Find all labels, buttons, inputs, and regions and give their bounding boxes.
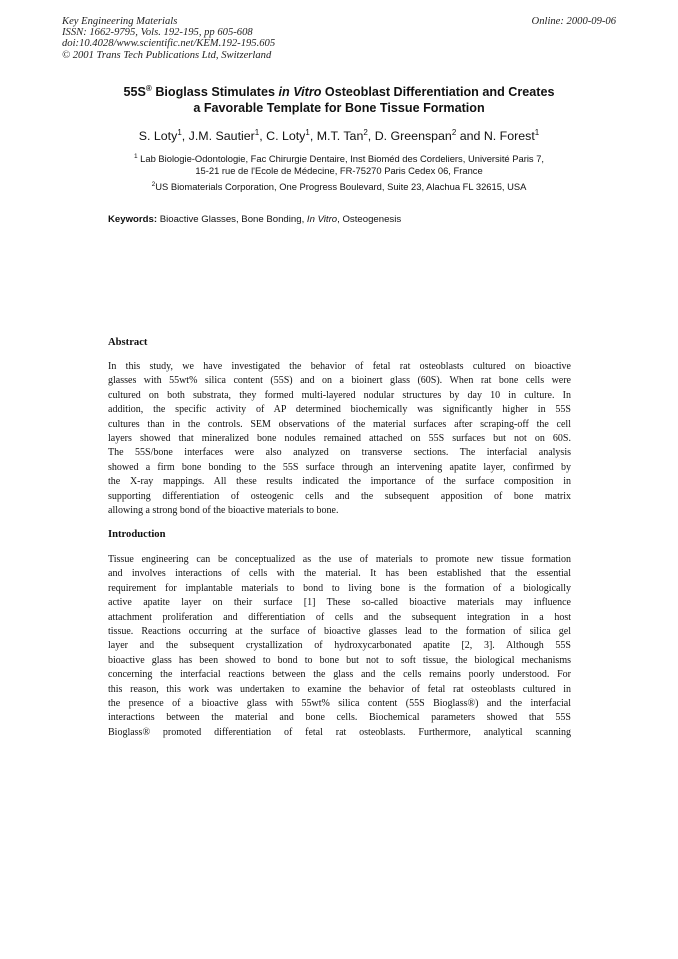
affiliation-1-line-2: 15-21 rue de l'Ecole de Médecine, FR-75270 Paris Cedex 06, France <box>195 165 483 177</box>
journal-header <box>62 16 275 61</box>
text-line: Tissue engineering can be conceptualized as the use of materials to promote new tissue formation <box>108 554 571 565</box>
text-line: the X-ray mappings. All these results indicated the importance of the surface composition in <box>108 476 571 488</box>
paper-title <box>60 84 618 116</box>
abstract-heading: Abstract <box>108 337 148 348</box>
text-line: showed a firm bone bonding to the 55S surface through an intervening apatite layer, confirmed by <box>108 461 571 473</box>
text-line: interactions between the material and bone cells. Biochemical parameters showed that 55S <box>108 712 571 724</box>
journal-header-line: Key Engineering Materials <box>62 16 178 27</box>
author: C. Loty$^1$, <box>266 127 317 143</box>
text-line: In this study, we have investigated the behavior of fetal rat osteoblasts cultured on bioactive <box>108 361 571 372</box>
text-line: Bioglass® promoted differentiation of fetal rat osteoblasts. Furthermore, analytical scanning <box>108 726 571 738</box>
introduction-text <box>108 553 571 740</box>
introduction-heading: Introduction <box>108 529 166 540</box>
author: J.M. Sautier$^1$, <box>188 127 267 143</box>
journal-header-line: ISSN: 1662-9795, Vols. 192-195, pp 605-608 <box>62 27 253 39</box>
text-line: active apatite layer on their surface [1] These so-called bioactive materials may influence <box>108 597 571 609</box>
author: D. Greenspan$^2$ and <box>374 127 484 143</box>
author: M.T. Tan$^2$, <box>316 127 375 143</box>
author: N. Forest$^1$ <box>483 127 540 143</box>
text-line: allowing a strong bond of the bioactive materials to bone. <box>108 505 339 517</box>
abstract-text <box>108 360 571 518</box>
journal-header-line: © 2001 Trans Tech Publications Ltd, Switzerland <box>62 49 272 61</box>
author-list <box>60 128 618 144</box>
online-date: Online: 2000-09-06 <box>531 16 616 27</box>
journal-header-line: doi:10.4028/www.scientific.net/KEM.192-195.605 <box>62 38 276 50</box>
affiliation-1-line-1: $^1$ Lab Biologie-Odontologie, Fac Chirurgie Dentaire, Inst Bioméd des Cordeliers, Université Paris 7, <box>133 152 545 164</box>
text-line: tissue. Reactions occurring at the surface of bioactive glasses lead to the formation of silica gel <box>108 626 571 638</box>
text-line: The 55S/bone interfaces were also analyzed on transverse sections. The interfacial analysis <box>108 447 571 459</box>
keywords: Keywords: Bioactive Glasses, Bone Bonding, In Vitro, Osteogenesis <box>108 214 402 225</box>
text-line: addition, the specific activity of AP determined biochemically was significantly higher in 55S <box>108 404 571 416</box>
text-line: this reason, this work was undertaken to examine the behavior of fetal rat osteoblasts cultured in <box>108 683 571 695</box>
title-line-1: 55S® Bioglass Stimulates in Vitro Osteoblast Differentiation and Creates <box>123 83 555 99</box>
text-line: layer and the subsequent crystallization of hydroxycarbonated apatite [2, 3]. Although 55S <box>108 640 571 652</box>
author: S. Loty$^1$, <box>138 127 189 143</box>
text-line: cultured on both substrata, they formed multi-layered nodular structures by day 10 in culture. In <box>108 389 571 401</box>
text-line: concerning the interfacial reactions between the glass and the cells remains poorly understood. For <box>108 669 571 681</box>
keywords-label: Keywords: <box>108 214 158 225</box>
text-line: layers showed that mineralized bone nodules remained attached on 55S surfaces but not on 60S. <box>108 433 571 445</box>
text-line: glasses with 55wt% silica content (55S) and on a bioinert glass (60S). When rat bone cells were <box>108 375 571 387</box>
text-line: the presence of a bioactive glass with 55wt% silica content (55S Bioglass®) and the interfacial <box>108 698 571 710</box>
affiliation-2: $^2$US Biomaterials Corporation, One Progress Boulevard, Suite 23, Alachua FL 32615, USA <box>151 180 527 192</box>
text-line: requirement for implantable materials to bond to living bone is the formation of a biologically <box>108 582 571 594</box>
text-line: supporting differentiation of osteogenic cells and the subsequent apposition of bone matrix <box>108 490 571 502</box>
text-line: and involves interactions of cells with the material. It has been established that the essential <box>108 568 571 580</box>
affiliation-1 <box>60 153 618 178</box>
text-line: cultures than in the controls. SEM observations of the material surfaces after scraping-off the cell <box>108 418 571 430</box>
text-line: bioactive glass has been showed to bond to bone but not to soft tissue, the biological mechanisms <box>108 654 571 666</box>
title-line-2: a Favorable Template for Bone Tissue Formation <box>193 101 485 115</box>
text-line: attachment proliferation and differentiation of cells and the subsequent integration in a host <box>108 611 571 623</box>
